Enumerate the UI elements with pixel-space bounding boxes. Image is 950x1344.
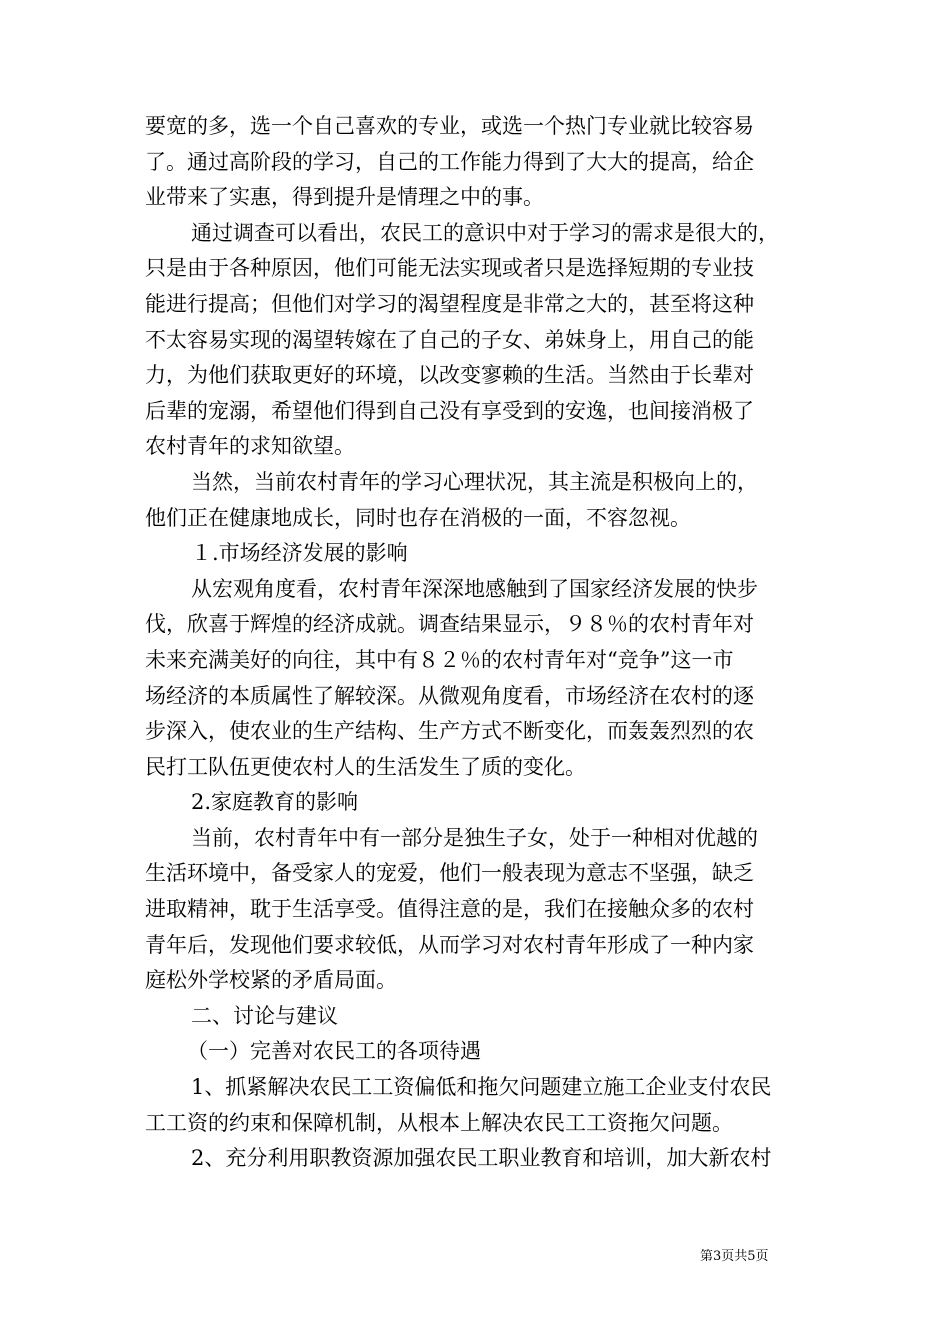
- text-line: 未来充满美好的向往，其中有８２％的农村青年对“竞争”这一市: [145, 647, 734, 672]
- text-line: 2、充分利用职教资源加强农民工职业教育和培训，加大新农村: [191, 1146, 772, 1171]
- text-line: 他们正在健康地成长，同时也存在消极的一面，不容忽视。: [145, 505, 691, 530]
- text-line: 当前，农村青年中有一部分是独生子女，处于一种相对优越的: [191, 825, 758, 850]
- text-line: 从宏观角度看，农村青年深深地感触到了国家经济发展的快步: [191, 576, 758, 601]
- text-line: 生活环境中，备受家人的宠爱，他们一般表现为意志不坚强，缺乏: [145, 861, 754, 886]
- text-line: 民打工队伍更使农村人的生活发生了质的变化。: [145, 754, 586, 779]
- text-line: 进取精神，耽于生活享受。值得注意的是，我们在接触众多的农村: [145, 897, 754, 922]
- text-line: 不太容易实现的渴望转嫁在了自己的子女、弟妹身上，用自己的能: [145, 327, 754, 352]
- text-line: 庭松外学校紧的矛盾局面。: [145, 968, 397, 993]
- text-line: 步深入，使农业的生产结构、生产方式不断变化，而轰轰烈烈的农: [145, 719, 754, 744]
- text-line: 只是由于各种原因，他们可能无法实现或者只是选择短期的专业技: [145, 256, 754, 281]
- text-line: 能进行提高；但他们对学习的渴望程度是非常之大的，甚至将这种: [145, 291, 754, 316]
- text-line: 场经济的本质属性了解较深。从微观角度看，市场经济在农村的逐: [145, 683, 754, 708]
- text-line: 当然，当前农村青年的学习心理状况，其主流是积极向上的，: [191, 469, 758, 494]
- text-line: 力，为他们获取更好的环境，以改变寥赖的生活。当然由于长辈对: [145, 363, 754, 388]
- text-line: 后辈的宠溺，希望他们得到自己没有享受到的安逸，也间接消极了: [145, 398, 754, 423]
- text-line: 要宽的多，选一个自己喜欢的专业，或选一个热门专业就比较容易: [145, 114, 754, 138]
- text-line: 业带来了实惠，得到提升是情理之中的事。: [145, 185, 544, 210]
- text-line: 2.家庭教育的影响: [191, 790, 359, 815]
- text-line: 工工资的约束和保障机制，从根本上解决农民工工资拖欠问题。: [145, 1110, 733, 1135]
- text-line: 通过调查可以看出，农民工的意识中对于学习的需求是很大的，: [191, 220, 779, 245]
- text-line: 了。通过高阶段的学习，自己的工作能力得到了大大的提高，给企: [145, 149, 754, 174]
- document-body: [145, 109, 815, 1177]
- text-line: （一）完善对农民工的各项待遇: [187, 1039, 481, 1064]
- text-line: 1、抓紧解决农民工工资偏低和拖欠问题建立施工企业支付农民: [191, 1075, 772, 1100]
- text-line: 青年后，发现他们要求较低，从而学习对农村青年形成了一种内家: [145, 932, 754, 957]
- text-line: 伐，欣喜于辉煌的经济成就。调查结果显示，９８％的农村青年对: [145, 612, 754, 637]
- text-line: １.市场经济发展的影响: [191, 541, 408, 566]
- text-line: 二、讨论与建议: [191, 1003, 338, 1028]
- page-number: 第3页共5页: [700, 1249, 769, 1264]
- text-line: 农村青年的求知欲望。: [145, 434, 355, 459]
